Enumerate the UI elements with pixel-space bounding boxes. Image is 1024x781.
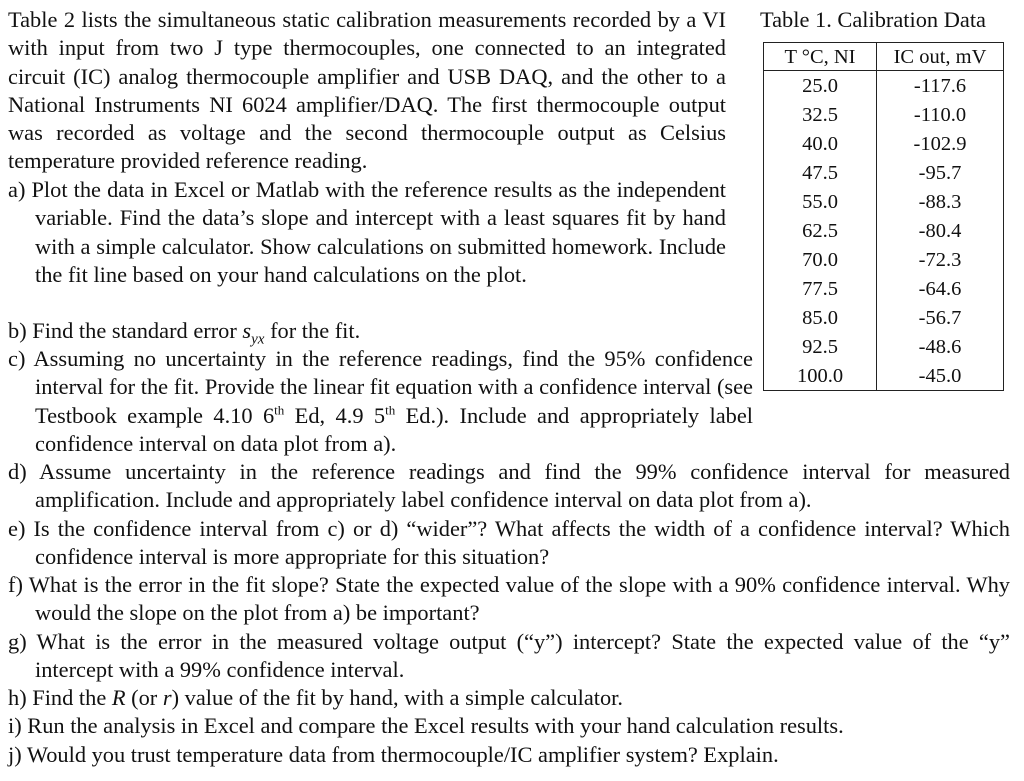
question-h-post: ) value of the fit by hand, with a simple calculator. <box>171 685 624 710</box>
question-b <box>8 317 726 348</box>
question-j: j) Would you trust temperature data from thermocouple/IC amplifier system? Explain. <box>8 742 779 767</box>
cell-temperature: 40.0 <box>764 129 877 158</box>
question-h-R: R <box>111 685 126 710</box>
cell-temperature: 92.5 <box>764 332 877 361</box>
cell-ic-output: -117.6 <box>877 71 1004 101</box>
cell-temperature: 85.0 <box>764 303 877 332</box>
syx-subscript: yx <box>251 331 265 348</box>
table-row <box>764 274 1004 303</box>
table-row <box>764 303 1004 332</box>
calibration-table <box>763 42 1004 391</box>
cell-temperature: 25.0 <box>764 71 877 101</box>
cell-temperature: 77.5 <box>764 274 877 303</box>
question-c-sup1: th <box>274 402 285 418</box>
cell-ic-output: -80.4 <box>877 216 1004 245</box>
cell-ic-output: -64.6 <box>877 274 1004 303</box>
cell-ic-output: -110.0 <box>877 100 1004 129</box>
question-c-sup2: th <box>385 402 396 418</box>
question-a: a) Plot the data in Excel or Matlab with the reference results as the independent variable. Find the data’s slope and intercept with a least squares fit by hand with a simple calculator. Show calculations on submitted homework. Include the fit line based on your hand calculations on the plot. <box>8 177 726 287</box>
table-row <box>764 332 1004 361</box>
cell-temperature: 62.5 <box>764 216 877 245</box>
table-row <box>764 187 1004 216</box>
cell-temperature: 47.5 <box>764 158 877 187</box>
table-row <box>764 158 1004 187</box>
question-h-r: r <box>162 685 172 710</box>
question-c <box>8 345 753 458</box>
table-row <box>764 361 1004 391</box>
question-f: f) What is the error in the fit slope? State the expected value of the slope with a 90% confidence interval. Why would the slope on the plot from a) be important? <box>8 572 1010 626</box>
question-c-part3: Ed.). Include and appropriately label confidence interval on data plot from a). <box>35 402 754 456</box>
question-d: d) Assume uncertainty in the reference readings and find the 99% confidence interval for measured amplification. Include and appropriately label confidence interval on data plot from a). <box>8 459 1010 513</box>
cell-temperature: 100.0 <box>764 361 877 391</box>
cell-ic-output: -102.9 <box>877 129 1004 158</box>
question-c-part1: c) Assuming no uncertainty in the reference readings, find the 95% confidence interval for the fit. Provide the linear fit equation with a confidence interval (see Testbook example 4.10 6 <box>8 346 753 428</box>
intro-paragraph: Table 2 lists the simultaneous static calibration measurements recorded by a VI with input from two J type thermocouples, one connected to an integrated circuit (IC) analog thermocouple amplifier and USB DAQ, and the other to a National Instruments NI 6024 amplifier/DAQ. The first thermocouple output was recorded as voltage and the second thermocouple output as Celsius temperature provided reference reading. <box>8 7 726 174</box>
question-c-part2: Ed, 4.9 5 <box>284 402 386 428</box>
table-row <box>764 71 1004 101</box>
table-header-row <box>764 43 1004 71</box>
question-e: e) Is the confidence interval from c) or d) “wider”? What affects the width of a confidence interval? Which confidence interval is more appropriate for this situation? <box>8 516 1010 570</box>
cell-temperature: 32.5 <box>764 100 877 129</box>
table-caption: Table 1. Calibration Data <box>760 7 986 32</box>
cell-ic-output: -48.6 <box>877 332 1004 361</box>
cell-temperature: 55.0 <box>764 187 877 216</box>
header-temperature: T °C, NI <box>764 43 877 71</box>
syx-symbol: s <box>242 318 252 343</box>
cell-ic-output: -45.0 <box>877 361 1004 391</box>
question-b-pre: b) Find the standard error <box>8 318 243 343</box>
table-row <box>764 216 1004 245</box>
table-row <box>764 245 1004 274</box>
cell-ic-output: -88.3 <box>877 187 1004 216</box>
question-b-post: for the fit. <box>264 318 361 343</box>
question-h-mid: (or <box>125 685 163 710</box>
table-row <box>764 100 1004 129</box>
question-i: i) Run the analysis in Excel and compare the Excel results with your hand calculation results. <box>8 713 844 738</box>
question-g: g) What is the error in the measured voltage output (“y”) intercept? State the expected value of the “y” intercept with a 99% confidence interval. <box>8 629 1010 683</box>
question-h <box>8 684 1010 712</box>
question-h-pre: h) Find the <box>8 685 112 710</box>
cell-ic-output: -95.7 <box>877 158 1004 187</box>
cell-ic-output: -56.7 <box>877 303 1004 332</box>
table-row <box>764 129 1004 158</box>
cell-ic-output: -72.3 <box>877 245 1004 274</box>
cell-temperature: 70.0 <box>764 245 877 274</box>
header-ic-output: IC out, mV <box>877 43 1004 71</box>
